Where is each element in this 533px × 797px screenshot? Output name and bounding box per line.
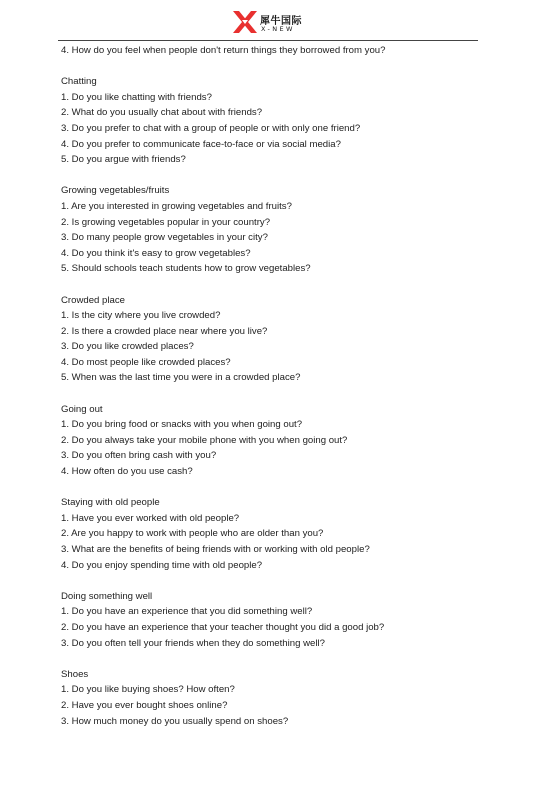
section-title: Doing something well	[61, 590, 153, 602]
section-spacer	[61, 59, 501, 75]
question-item: 4. Do most people like crowded places?	[61, 356, 231, 368]
topic-section	[61, 589, 501, 651]
question-item: 1. Have you ever worked with old people?	[61, 512, 240, 524]
question-item: 4. Do you prefer to communicate face-to-face or via social media?	[61, 138, 341, 150]
section-title: Staying with old people	[61, 497, 160, 509]
x-new-logo-icon	[232, 10, 258, 34]
section-title: Growing vegetables/fruits	[61, 185, 170, 197]
section-spacer	[61, 168, 501, 184]
topic-section	[61, 183, 501, 277]
section-spacer	[61, 386, 501, 402]
question-item: 5. Should schools teach students how to grow vegetables?	[61, 263, 311, 275]
question-item: 3. Do you often tell your friends when they do something well?	[61, 637, 325, 649]
section-title: Crowded place	[61, 294, 125, 306]
question-item: 1. Do you like buying shoes? How often?	[61, 684, 235, 696]
question-item: 2. Do you have an experience that your teacher thought you did a good job?	[61, 621, 385, 633]
question-item: 1. Do you like chatting with friends?	[61, 91, 212, 103]
logo-chinese-text: 犀牛国际	[260, 16, 302, 27]
header-divider	[58, 40, 478, 41]
page-header	[0, 0, 533, 44]
question-item: 3. Do many people grow vegetables in your city?	[61, 232, 268, 244]
topic-section	[61, 495, 501, 573]
section-title: Going out	[61, 403, 103, 415]
topic-section	[61, 402, 501, 480]
brand-logo	[232, 10, 304, 36]
question-item: 3. Do you often bring cash with you?	[61, 450, 217, 462]
question-item: 2. Are you happy to work with people who are older than you?	[61, 528, 324, 540]
topic-section	[61, 293, 501, 387]
question-item: 1. Are you interested in growing vegetables and fruits?	[61, 200, 292, 212]
question-item: 1. Is the city where you live crowded?	[61, 310, 221, 322]
question-item: 3. Do you like crowded places?	[61, 341, 194, 353]
question-item: 4. How often do you use cash?	[61, 466, 193, 478]
question-item: 1. Do you have an experience that you did something well?	[61, 606, 313, 618]
question-item: 2. Have you ever bought shoes online?	[61, 699, 228, 711]
question-item: 3. How much money do you usually spend on shoes?	[61, 715, 289, 727]
section-title: Chatting	[61, 76, 97, 88]
section-spacer	[61, 480, 501, 496]
question-item: 2. Is there a crowded place near where you live?	[61, 325, 268, 337]
question-item: 3. Do you prefer to chat with a group of people or with only one friend?	[61, 122, 361, 134]
topic-section	[61, 74, 501, 168]
question-sections	[61, 59, 501, 730]
question-item: 5. Do you argue with friends?	[61, 154, 186, 166]
intro-question: 4. How do you feel when people don't return things they borrowed from you?	[61, 45, 386, 56]
document-body	[61, 43, 501, 729]
logo-english-text: X-NEW	[261, 25, 295, 33]
question-item: 4. Do you think it's easy to grow vegetables?	[61, 247, 251, 259]
question-item: 2. Do you always take your mobile phone with you when going out?	[61, 434, 348, 446]
topic-section	[61, 667, 501, 729]
section-spacer	[61, 573, 501, 589]
section-spacer	[61, 651, 501, 667]
section-title: Shoes	[61, 668, 89, 680]
question-item: 4. Do you enjoy spending time with old people?	[61, 559, 263, 571]
question-item: 2. What do you usually chat about with friends?	[61, 107, 263, 119]
question-item: 3. What are the benefits of being friends with or working with old people?	[61, 544, 370, 555]
question-item: 1. Do you bring food or snacks with you when going out?	[61, 419, 303, 431]
section-spacer	[61, 277, 501, 293]
question-item: 2. Is growing vegetables popular in your country?	[61, 216, 271, 228]
question-item: 5. When was the last time you were in a crowded place?	[61, 372, 301, 384]
